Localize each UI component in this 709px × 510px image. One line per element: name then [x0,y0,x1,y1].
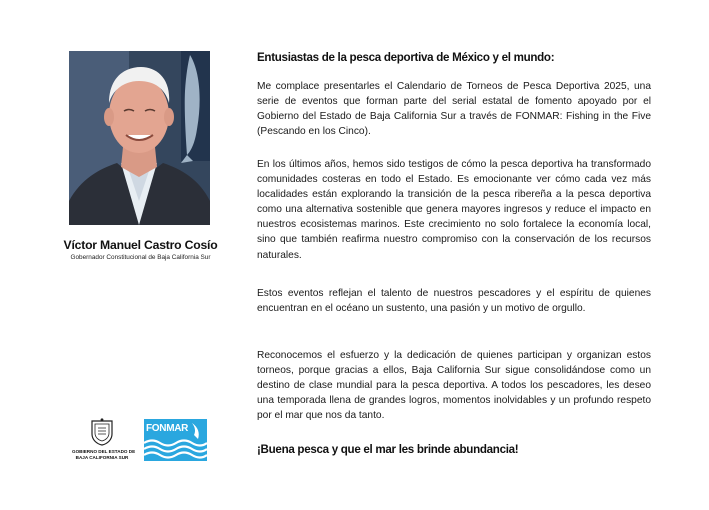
paragraph-1: Me complace presentarles el Calendario de Torneos de Pesca Deportiva 2025, una serie de eventos que forman parte del serial estatal de fomento apoyado por el Gobierno del Estado de Baja California Sur a través de FONMAR: Fishing in the Five (Pescando en los Cinco). [257,81,651,138]
closing-line: ¡Buena pesca y que el mar les brinde abundancia! [257,443,519,456]
fonmar-wordmark: FONMAR [146,423,189,434]
coat-of-arms-icon [89,418,115,446]
fonmar-logo [144,419,207,461]
paragraph-3: Estos eventos reflejan el talento de nuestros pescadores y el espíritu de quienes encuentran en el océano un sustento, una pasión y un motivo de orgullo. [257,288,651,315]
letter-heading: Entusiastas de la pesca deportiva de México y el mundo: [257,51,555,64]
governor-portrait [69,51,210,225]
government-logo-line2: BAJA CALIFORNIA SUR [75,455,129,460]
governor-name: Víctor Manuel Castro Cosío [63,238,218,252]
governor-role: Gobernador Constitucional de Baja California Sur [70,254,211,261]
paragraph-2: En los últimos años, hemos sido testigos de cómo la pesca deportiva ha transformado comunidades costeras en todo el Estado. Es emocionante ver cómo cada vez más localidades están explorando la transición de la pesca ribereña a la pesca deportiva como una alternativa sostenible que genera mayores ingresos y reduce el impacto en nuestros ecosistemas marinos. Este crecimiento no solo fortalece la economía local, sino que también reafirma nuestro compromiso con la conservación de los recursos naturales. [257,159,651,261]
paragraph-4: Reconocemos el esfuerzo y la dedicación de quienes participan y organizan estos torneos, porque gracias a ellos, Baja California Sur sigue consolidándose como un destino de clase mundial para la pesca deportiva. A todos los pescadores, les deseo una temporada llena de grandes logros, momentos inolvidables y un profundo respeto por el mar que nos da tanto. [257,350,651,422]
government-logo [72,418,136,464]
government-logo-line1: GOBIERNO DEL ESTADO DE [72,449,136,454]
